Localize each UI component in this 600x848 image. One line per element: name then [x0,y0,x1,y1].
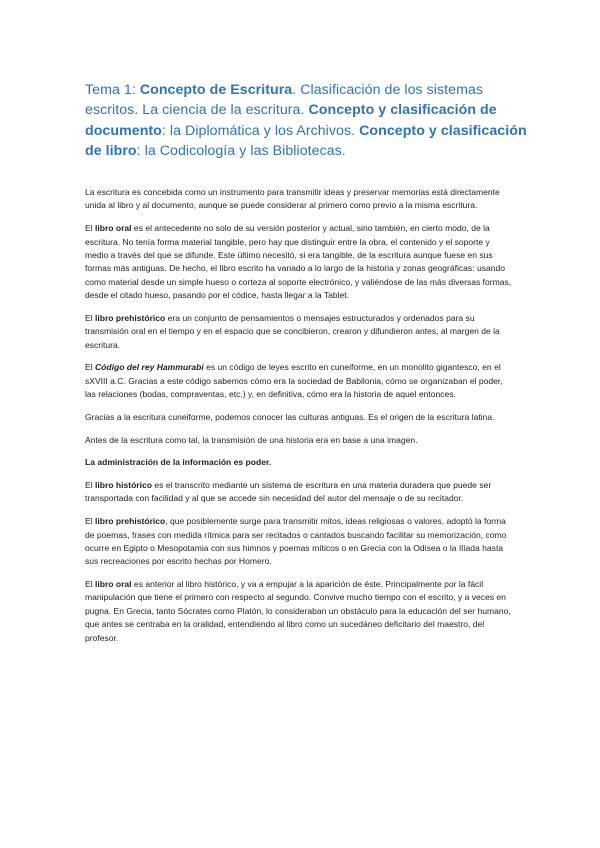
paragraph-10-pre: El [85,579,95,590]
heading-bold-2: Concepto y clasificación de documento [85,102,497,139]
paragraph-7 [85,456,515,469]
paragraph-2-pre: El [85,223,95,234]
paragraph-9-term: libro prehistórico [94,516,166,527]
paragraph-10 [85,578,515,645]
paragraph-8 [85,479,515,506]
paragraph-6: Antes de la escritura como tal, la transmisión de una historia era en base a una imagen. [85,434,418,445]
heading-text-2: : la Diplomática y los Archivos. [161,122,360,139]
paragraph-7-bold: La administración de la información es poder. [85,457,272,468]
paragraph-4-term-name: Hammurabi [156,362,204,373]
paragraph-8-term: libro histórico [94,479,152,490]
paragraph-9-text: , que posiblemente surge para transmitir mitos, ideas religiosas o valores, adoptó la forma de poemas, frases con medida rítmica para ser recitados o cantados buscando facilitar su memorización, como ocurre en Egipto o Mesopotamia con sus himnos y poemas míticos o en Grecia con la Odisea o la Ilíada hasta sus recreaciones por escrito hechas por Homero. [85,516,507,567]
paragraph-4-term: Código del rey [94,362,157,373]
paragraph-3 [85,312,515,352]
heading-text-1: . Clasificación de los sistemas escritos. La ciencia de la escritura. [85,82,484,119]
paragraph-2-term: libro oral [94,223,132,234]
paragraph-3-text: era un conjunto de pensamientos o mensajes estructurados y ordenados para su transmisión oral en el tiempo y en el espacio que se concibieron, crearon y difundieron antes, al margen de la escritura. [85,312,500,350]
paragraph-10-text: es anterior al libro histórico, y va a empujar a la aparición de éste. Principalmente por la fácil manipulación que tiene el primero con respecto al segundo. Convive mucho tiempo con el escrito, y a veces en pugna. En Grecia, tanto Sócrates como Platón, lo consideraban un obstáculo para la educación del ser humano, que antes se centraba en la oralidad, entendiendo al libro como un sucedáneo deficitario del maestro, del profesor. [85,579,511,643]
paragraph-1: La escritura es concebida como un instrumento para transmitir ideas y preservar memorias está directamente unida al libro y al documento, aunque se puede considerar al primero como previo a la misma escritura. [85,187,500,211]
paragraph-9-pre: El [85,516,95,527]
paragraph-8-pre: El [85,479,95,490]
paragraph-3-pre: El [85,312,95,323]
paragraph-2-text: es el antecedente no solo de su versión posterior y actual, sino también, en cierto modo, de la escritura. No tenía forma material tangible, pero hay que distinguir entre la obra, el contenido y el soporte y medio a través del que se difunde. Este último necesitó, si era tangible, de la escritura aunque fuese en sus formas más antiguas. De hecho, el libro escrito ha variado a lo largo de la historia y zonas geográficas: usando como material desde un simple hueso o corteza al soporte electrónico, y valiéndose de las más diversas formas, desde el citado hueso, pasando por el códice, hasta llegar a la Tablet. [85,223,512,301]
paragraph-5: Gracias a la escritura cuneiforme, podemos conocer las culturas antiguas. Es el origen de la escritura latina. [85,411,495,422]
paragraph-4 [85,361,515,401]
paragraph-3-term: libro prehistórico [94,312,166,323]
paragraph-2 [85,222,515,302]
heading-bold-1: Concepto de Escritura [139,82,293,98]
paragraph-4-pre: El [85,362,95,373]
heading-prefix: Tema 1: [85,82,140,98]
paragraph-8-text: es el transcrito mediante un sistema de escritura en una materia duradera que puede ser transportada con facilidad y al que se accede sin necesidad del autor del mensaje o de su recitador. [85,479,492,504]
paragraph-4-text: es un código de leyes escrito en cuneiforme, en un monolito gigantesco, en el sXVIII a.C. Gracias a este código sabemos cómo era la sociedad de Babilonia, cómo se organizaban el poder, las relaciones (bodas, compraventas, etc.) y, en definitiva, cómo era la historia de aquel entonces. [85,362,503,400]
document-heading [85,80,530,161]
paragraph-10-term: libro oral [94,579,132,590]
paragraph-9 [85,515,515,569]
heading-text-3: : la Codicología y las Bibliotecas. [136,142,346,159]
heading-bold-3: Concepto y clasificación de libro [85,122,527,159]
document-body [85,186,515,654]
